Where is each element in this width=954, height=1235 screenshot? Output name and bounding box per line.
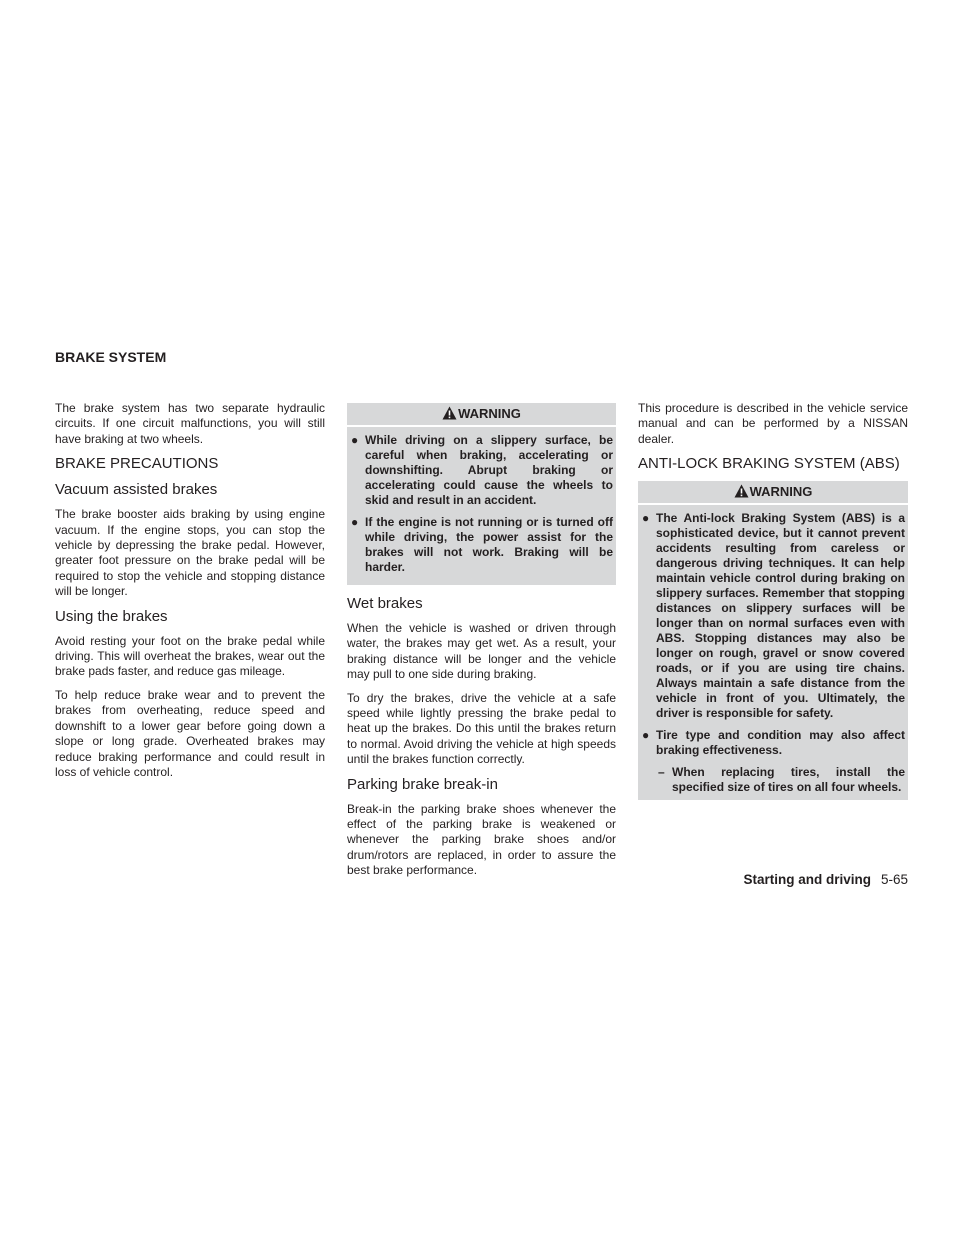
- warning-triangle-icon: [734, 484, 749, 498]
- parking-brake-paragraph: Break-in the parking brake shoes whenever the effect of the parking brake is weakened or whenever the parking brake shoes and/or drum/rotors are replaced, in order to assure the best brake performance.: [347, 801, 616, 878]
- vacuum-assisted-paragraph: The brake booster aids braking by using engine vacuum. If the engine stops, you can stop the vehicle by depressing the brake pedal. However, greater foot pressure on the brake pedal will be required to stop the vehicle and stopping distance will be longer.: [55, 507, 325, 599]
- section-title: BRAKE SYSTEM: [55, 349, 167, 365]
- bullet-icon: ●: [642, 728, 650, 743]
- column-1: [55, 401, 325, 788]
- warning-triangle-icon: [442, 406, 457, 420]
- parking-brake-heading: Parking brake break-in: [347, 775, 498, 793]
- warning-subitem: – When replacing tires, install the specified size of tires on all four wheels.: [658, 765, 905, 795]
- brake-precautions-heading: BRAKE PRECAUTIONS: [55, 455, 219, 473]
- warning-title: WARNING: [458, 406, 521, 421]
- intro-paragraph: The brake system has two separate hydraulic circuits. If one circuit malfunctions, you will still have braking at two wheels.: [55, 401, 325, 446]
- chapter-name: Starting and driving: [743, 872, 871, 887]
- page-footer: [743, 872, 908, 887]
- abs-heading: ANTI-LOCK BRAKING SYSTEM (ABS): [638, 455, 900, 473]
- wet-brakes-paragraph-2: To dry the brakes, drive the vehicle at a safe speed while lightly pressing the brake pedal to heat up the brakes. Do this until the brakes return to normal. Avoid driving the vehicle at high speeds until the brakes function correctly.: [347, 690, 616, 767]
- using-brakes-paragraph-1: Avoid resting your foot on the brake pedal while driving. This will overheat the brakes, wear out the brake pads faster, and reduce gas mileage.: [55, 633, 325, 679]
- warning-item: ● While driving on a slippery surface, be careful when braking, accelerating or downshifting. Abrupt braking or accelerating could cause the wheels to skid and result in an accident.: [351, 433, 613, 507]
- page-number: 5-65: [880, 872, 908, 887]
- warning-header: [347, 403, 616, 427]
- procedure-paragraph: This procedure is described in the vehicle service manual and can be performed by a NISSAN dealer.: [638, 401, 908, 446]
- bullet-icon: ●: [351, 433, 359, 447]
- warning-title: WARNING: [749, 484, 813, 500]
- column-2: [347, 401, 616, 887]
- bullet-icon: ●: [351, 515, 359, 529]
- using-brakes-heading: Using the brakes: [55, 607, 168, 625]
- vacuum-assisted-heading: Vacuum assisted brakes: [55, 481, 218, 499]
- using-brakes-paragraph-2: To help reduce brake wear and to prevent the brakes from overheating, reduce speed and downshift to a lower gear before going down a slope or long grade. Overheated brakes may reduce braking performance and could result in loss of vehicle control.: [55, 687, 325, 779]
- warning-box: [347, 403, 616, 585]
- bullet-icon: ●: [642, 511, 650, 526]
- abs-warning-box: [638, 481, 908, 800]
- wet-brakes-paragraph-1: When the vehicle is washed or driven through water, the brakes may get wet. As a result, your braking distance will be longer and the vehicle may pull to one side during braking.: [347, 621, 616, 682]
- wet-brakes-heading: Wet brakes: [347, 595, 423, 612]
- warning-item: ● If the engine is not running or is turned off while driving, the power assist for the brakes will not work. Braking will be harder.: [351, 515, 613, 574]
- warning-item: ● Tire type and condition may also affect braking effectiveness.: [642, 728, 905, 758]
- warning-item: ● The Anti-lock Braking System (ABS) is a sophisticated device, but it cannot prevent accidents resulting from careless or dangerous driving techniques. It can help maintain vehicle control during braking on slippery surfaces. Remember that stopping distances on slippery surfaces will be longer than on normal surfaces even with ABS. Stopping distances may also be longer on rough, gravel or snow covered roads, or if you are using tire chains. Always maintain a safe distance from the vehicle in front of you. Ultimately, the driver is responsible for safety.: [642, 511, 905, 721]
- column-3: [638, 401, 908, 810]
- warning-header: [638, 481, 908, 505]
- dash-icon: –: [658, 765, 665, 780]
